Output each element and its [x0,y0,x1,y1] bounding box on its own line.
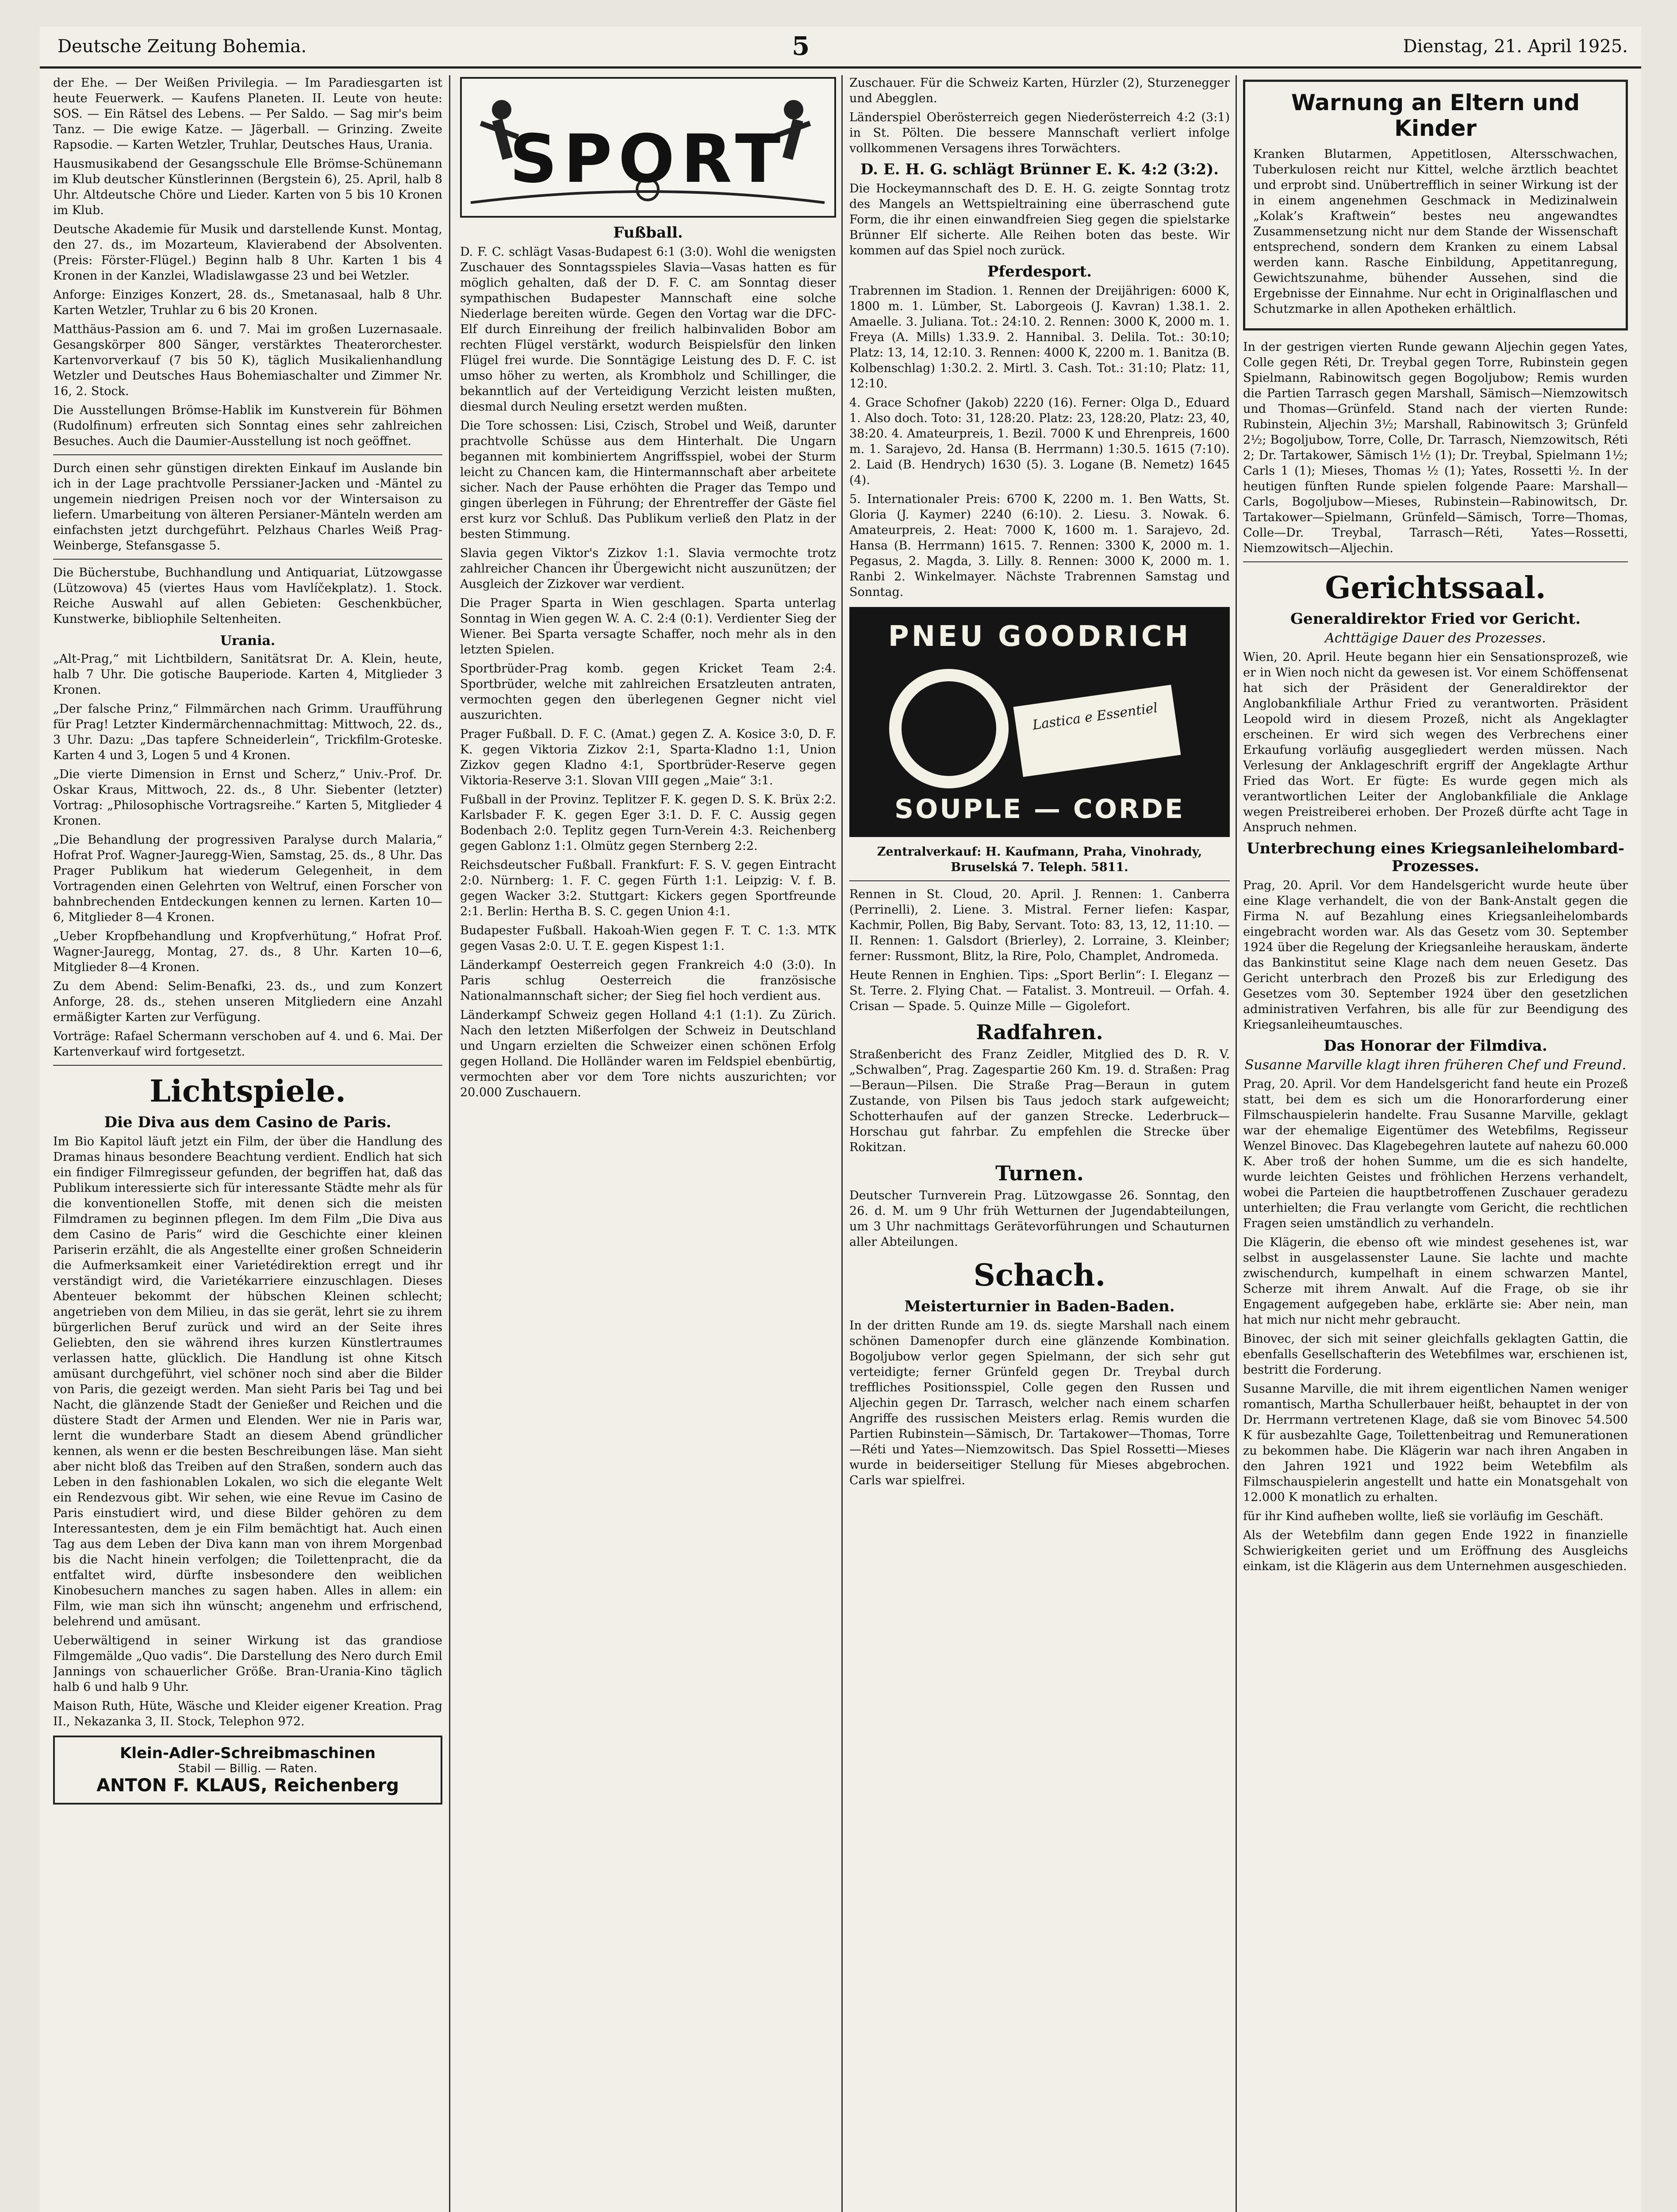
article-honorar-2: Die Klägerin, die ebenso oft wie mindest gesehenes ist, war selbst in ausgelassenster Laune. Sie lachte und machte zwischendurch, kumpelhaft in einem schwarzen Mantel, Scherze mit ihrem Anwalt. Auf die Frage, ob sie ihr Engagement aufgegeben habe, erklärte sie: Aber nein, man hat mich nur nicht mehr gebraucht. [1243,1236,1628,1327]
urania-vortraege: Vorträge: Rafael Schermann verschoben auf 4. und 6. Mai. Der Kartenverkauf wird fortgesetzt. [53,1029,442,1059]
column-rule [1236,75,1237,2212]
ad-subtitle: Stabil — Billig. — Raten. [178,1762,318,1775]
section-title-fussball: Fußball. [613,224,683,242]
article-oesterreich-frankreich: Länderkampf Oesterreich gegen Frankreich 4:0 (3:0). In Paris schlug Oesterreich die französische Nationalmannschaft sicher; der Sieg fiel hoch verdient aus. [460,958,836,1003]
article-honorar: Prag, 20. April. Vor dem Handelsgericht fand heute ein Prozeß statt, bei dem es sich um die Honorarforderung einer Filmschauspielerin handelte. Frau Susanne Marville, geklagt war der ehemalige Eigentümer des Wetebfilms, Regisseur Wenzel Binovec. Das Klagebegehren lautete auf nahezu 60.000 K. Aber troß der hohen Summe, um die es sich handelte, wurde leichten Geistes und fröhlichen Herzens verhandelt, wobei die Parteien die hauptbetroffenen Zuschauer geradezu unterhielten; die Frau verlangte vom Gericht, die rechtlichen Fragen seien umständlich zu verhandeln. [1243,1077,1628,1230]
ad-title: Klein-Adler-Schreibmaschinen [119,1744,376,1762]
notice-hausmusikabend: Hausmusikabend der Gesangsschule Elle Brömse-Schünemann im Klub deutscher Künstlerinnen (Bergstein 6), 25. April, halb 8 Uhr. Altdeutsche Chöre und Lieder. Karten von 5 bis 10 Kronen im Klub. [53,157,442,217]
headline-honorar: Das Honorar der Filmdiva. [1324,1037,1547,1055]
ad-warnung-title: Warnung an Eltern und Kinder [1291,90,1580,141]
article-st-cloud: Rennen in St. Cloud, 20. April. J. Rennen: 1. Canberra (Perrinelli), 2. Liene. 3. Mistral. Ferner liefen: Kaspar, Kachmir, Pollen, Big Baby, Servant. Toto: 83, 13, 12, 11:10. — II. Rennen: 1. Galsdort (Brierley), 2. Lorraine, 3. Kleinber; ferner: Russmont, Blitz, la Rire, Polo, Champlet, Andromeda. [849,887,1230,963]
column-rule [449,75,450,2212]
article-provinz: Fußball in der Provinz. Teplitzer F. K. gegen D. S. K. Brüx 2:2. Karlsbader F. K. gegen Eger 3:1. D. F. C. Aussig gegen Bodenbach 2:0. Teplitz gegen Turn-Verein 4:3. Reichenberg gegen Gablonz 1:1. Olmütz gegen Sternberg 2:2. [460,793,836,853]
ad-goodrich [849,607,1230,837]
ad-goodrich-title: PNEU GOODRICH [888,620,1191,653]
ad-firm: ANTON F. KLAUS, Reichenberg [96,1775,399,1796]
notice-akademie: Deutsche Akademie für Musik und darstellende Kunst. Montag, den 27. ds., im Mozarteum, Klavierabend der Absolventen. (Preis: Förster-Flügel.) Beginn halb 8 Uhr. Karten 1 bis 4 Kronen in der Kanzlei, Wladislawgasse 23 und bei Wetzler. [53,223,442,283]
headline-lombard: Unterbrechung eines Kriegsanleihelombard-Prozesses. [1247,840,1624,875]
column-3 [849,75,1230,2212]
section-title-turnen: Turnen. [995,1161,1084,1185]
notice-anforge: Anforge: Einziges Konzert, 28. ds., Smetanasaal, halb 8 Uhr. Karten Wetzler, Truhlar zu 6 bis 20 Kronen. [53,288,442,317]
article-sparta: Die Prager Sparta in Wien geschlagen. Sparta unterlag Sonntag in Wien gegen W. A. C. 2:4 (0:1). Verdienter Sieg der Wiener. Bei Sparta versagte Schaffer, noch mehr als in den letzten Spielen. [460,596,836,657]
divider [849,880,1230,881]
section-title-lichtspiele: Lichtspiele. [150,1074,346,1109]
article-schweiz-cont: Zuschauer. Für die Schweiz Karten, Hürzler (2), Sturzenegger und Abegglen. [849,76,1230,105]
column-4 [1243,75,1628,2212]
ad-goodrich-scroll: Lastica e Essentiel [1013,685,1181,777]
divider [1243,561,1628,562]
subheadline-honorar: Susanne Marville klagt ihren früheren Chef und Freund. [1244,1057,1627,1073]
ad-buecherstube: Die Bücherstube, Buchhandlung und Antiquariat, Lützowgasse (Lützowova) 45 (viertes Haus vom Havlíčekplatz). 1. Stock. Reiche Auswahl auf allen Gebieten: Geschenkbücher, Kunstwerke, bibliophile Seltenheiten. [53,566,442,626]
ad-maison-ruth: Maison Ruth, Hüte, Wäsche und Kleider eigener Kreation. Prag II., Nekazanka 3, II. Stock, Telephon 972. [53,1699,442,1728]
article-prager-fussball: Prager Fußball. D. F. C. (Amat.) gegen Z. A. Kosice 3:0, D. F. K. gegen Viktoria Zizkov 2:1, Sparta-Kladno 1:1, Union Zizkov gegen Kladno 4:1, Sportbrüder-Reserve gegen Viktoria-Reserve 3:1. Slovan VIII gegen „Maie“ 3:1. [460,727,836,787]
column-2 [460,75,836,2212]
tire-icon [889,669,1009,788]
urania-abend: Zu dem Abend: Selim-Benafki, 23. ds., und zum Konzert Anforge, 28. ds., stehen unseren Mitgliedern eine Anzahl ermäßigter Karten zur Verfügung. [53,979,442,1024]
urania-vierte-dimension: „Die vierte Dimension in Ernst und Scherz,“ Univ.-Prof. Dr. Oskar Kraus, Mittwoch, 22. ds., 8 Uhr. Siebenter (letzter) Vortrag: „Philosophische Vortragsreihe.“ Karten 5, Mitglieder 4 Kronen. [53,768,442,828]
section-title-gerichtssaal: Gerichtssaal. [1325,570,1546,606]
article-honorar-6: Als der Wetebfilm dann gegen Ende 1922 in finanzielle Schwierigkeiten geriet und um Eröffnung des Ausgleichs einkam, ist die Klägerin aus dem Unternehmen ausgeschieden. [1243,1528,1628,1573]
ad-schreibmaschinen [53,1736,442,1805]
article-reichsdeutscher: Reichsdeutscher Fußball. Frankfurt: F. S. V. gegen Eintracht 2:0. Nürnberg: 1. F. C. gegen Fürth 1:1. Leipzig: V. f. B. gegen Wacker 3:2. Stuttgart: Kickers gegen Sportfreunde 2:1. Berlin: Hertha B. S. C. gegen Union 4:1. [460,858,836,918]
article-enghien: Heute Rennen in Enghien. Tips: „Sport Berlin“: I. Eleganz — St. Terre. 2. Flying Chat. — Fatalist. 3. Montreuil. — Orfah. 4. Crisan — Spade. 5. Quinze Mille — Gigolefort. [849,968,1230,1013]
urania-falsche-prinz: „Der falsche Prinz,“ Filmmärchen nach Grimm. Uraufführung für Prag! Letzter Kindermärchennachmittag: Mittwoch, 22. ds., 3 Uhr. Dazu: „Das tapfere Schneiderlein“, Trickfilm-Groteske. Karten 4 und 3, Logen 5 und 4 Kronen. [53,702,442,762]
issue-date: Dienstag, 21. April 1925. [1403,36,1628,57]
headline-meisterturnier: Meisterturnier in Baden-Baden. [904,1298,1175,1315]
article-budapester: Budapester Fußball. Hakoah-Wien gegen F. T. C. 1:3. MTK gegen Vasas 2:0. U. T. E. gegen Kispest 1:1. [460,924,836,953]
theater-listing: der Ehe. — Der Weißen Privilegia. — Im Paradiesgarten ist heute Feuerwerk. — Kaufens Planeten. II. Leute von heute: SOS. — Ein Rätsel des Lebens. — Per Saldo. — Sag mir's beim Tanz. — Die ewige Katze. — Jägerball. — Grinzing. Zweite Rapsodie. — Karten Wetzler, Truhlar, Deutsches Haus, Urania. [53,76,442,152]
article-trabrennen-3: 5. Internationaler Preis: 6700 K, 2200 m. 1. Ben Watts, St. Gloria (J. Kaymer) 2240 (6:10). 2. Liesu. 3. Nowak. 6. Amateurpreis, 2. Heat: 7000 K, 1600 m. 1. Sarajevo, 2d. Hansa (B. Herrmann) 1615. 7. Rennen: 3300 K, 2000 m. 1. Pegasus, 2. Magda, 3. Lilly. 8. Rennen: 3000 K, 2000 m. 1. Ranbi 2. Winkelmayer. Nächste Trabrennen Samstag und Sonntag. [849,492,1230,599]
article-trabrennen-2: 4. Grace Schofner (Jakob) 2220 (16). Ferner: Olga D., Eduard 1. Also doch. Toto: 31, 128:20. Platz: 23, 128:20, Platz: 23, 40, 38:20. 4. Amateurpreis, 1. Bezil. 7000 K und Ehrenpreis, 1600 m. 1. Sarajevo, 2d. Hansa (B. Herrmann) 1:30.5. 1615 (7:10). 2. Laid (B. Hendrych) 1630 (5). 3. Logane (B. Nemetz) 1645 (4). [849,396,1230,487]
article-dfc-vasas-cont: Die Tore schossen: Lisi, Czisch, Strobel und Weiß, darunter prachtvolle Schüsse aus dem Hinterhalt. Die Ungarn begannen mit kombiniertem Angriffsspiel, wobei der Sturm leicht zu Chancen kam, die Hintermannschaft aber arbeitete sicher. Nach der Pause erhöhten die Prager das Tempo und gingen überlegen in Führung; der Ehrentreffer der Gäste fiel erst kurz vor Schluß. Das Publikum verließ den Platz in der besten Stimmung. [460,419,836,541]
ad-warnung-body: Kranken Blutarmen, Appetitlosen, Altersschwachen, Tuberkulosen reicht nur Kittel, welche ärztlich beachtet und erprobt sind. Unübertrefflich in seiner Wirkung ist der in einem angenehmen Geschmack in Medizinalwein „Kolak’s Kraftwein“ bestes neu angewandtes Zusammensetzung nicht nur dem Stande der Wissenschaft entsprechend, sondern dem Kranken zu einem Labsal werden kann. Rasche Einbildung, Appetitanregung, Gewichtszunahme, bühender Aussehen, sind die Ergebnisse der Einnahme. Nur echt in Originalflaschen und Schutzmarke in allen Apotheken erhältlich. [1253,147,1618,316]
sport-banner-word: SPORT [509,121,787,198]
article-turnverein: Deutscher Turnverein Prag. Lützowgasse 26. Sonntag, den 26. d. M. um 9 Uhr früh Wetturnen der Jugendabteilungen, um 3 Uhr nachmittags Gerätevorführungen und Schauturnen aller Abteilungen. [849,1189,1230,1249]
newspaper-name: Deutsche Zeitung Bohemia. [58,36,307,57]
article-honorar-5: für ihr Kind aufheben wollte, ließ sie vorläufig im Geschäft. [1243,1509,1604,1523]
article-schach: In der dritten Runde am 19. ds. siegte Marshall nach einem schönen Damenopfer durch eine glänzende Kombination. Bogoljubow verlor gegen Spielmann, der sich sehr gut verteidigte; ferner Grünfeld gegen Dr. Treybal durch treffliches Positionsspiel, Colle gegen den Russen und Aljechin gegen Dr. Tarrasch, welcher nach einem scharfen Angriffe des russischen Meisters erlag. Remis wurden die Partien Rubinstein—Sämisch, Dr. Tartakower—Thomas, Torre—Réti und Yates—Niemzowitsch. Das Spiel Rossetti—Mieses wurde in beiderseitiger Stellung für Mieses abgebrochen. Carls war spielfrei. [849,1319,1230,1487]
article-lombard: Prag, 20. April. Vor dem Handelsgericht wurde heute über eine Klage verhandelt, die von der Bank-Anstalt gegen die Firma N. auf Bezahlung eines Kriegsanleihelombards eingebracht worden war. Als das Gesetz vom 30. September 1924 über die Regelung der Kriegsanleihe herauskam, änderte das Bankinstitut seine Klage nach dem neuen Gesetz. Das Gericht unterbrach den Prozeß bis zur Erledigung des Gesetzes vom 30. September 1924 über den gesetzlichen administrativen Verfahren, bis alle für zur Beendigung des Kriegsanleiheumtausches. [1243,879,1628,1032]
section-title-urania: Urania. [220,633,276,649]
article-body-diva: Im Bio Kapitol läuft jetzt ein Film, der über die Handlung des Dramas hinaus besondere Beachtung verdient. Endlich hat sich ein findiger Filmregisseur gefunden, der begriffen hat, daß das Publikum interessierte sich für interessante Städte mehr als für die konventionellen Stoffe, mit denen sich die meisten Filmdramen zu beginnen pflegen. Im dem Film „Die Diva aus dem Casino de Paris“ wird die Geschichte einer kleinen Pariserin erzählt, die als Angestellte einer großen Schneiderin die Aufmerksamkeit einer Varietédirektion erregt und ihr verständigt wird, die Varietékarriere einzuschlagen. Dieses Abenteuer bekommt der hübschen Kleinen schlecht; angetrieben von dem Milieu, in das sie gerät, lehrt sie zu ihrem bürgerlichen Beruf zurück und wird an der Seite ihres Geliebten, den sie während ihres kurzen Künstlertraumes verlassen hatte, glücklich. Die Handlung ist ohne Kitsch amüsant durchgeführt, viel schöner noch sind aber die Bilder von Paris, die gezeigt werden. Man sieht Paris bei Tag und bei Nacht, die glänzende Stadt der Genießer und Reichen und die düstere Stadt der Armen und Elenden. Wer nie in Paris war, lernt die wunderbare Stadt an diesem Abend gründlicher kennen, als wenn er die besten Beschreibungen läse. Man sieht aber nicht bloß das Treiben auf den Straßen, sondern auch das Leben in den fashionablen Lokalen, wo sich die elegante Welt ein Rendezvous gibt. Wir sehen, wie eine Revue im Casino de Paris einstudiert wird, und diese Bilder gehören zu dem Interessantesten, dem je ein Film bemächtigt hat. Auch einen Tag aus dem Leben der Diva kann man von ihrem Morgenbad bis die Nacht hinein verfolgen; die Toilettenpracht, die da entfaltet wird, dürfte insbesondere den weiblichen Kinobesuchern manches zu sagen haben. Alles in allem: ein Film, wie man sich ihn wünscht; angenehm und erfrischend, belehrend und amüsant. [53,1135,442,1628]
divider [53,454,442,455]
urania-paralyse: „Die Behandlung der progressiven Paralyse durch Malaria,“ Hofrat Prof. Wagner-Jauregg-Wien, Samstag, 25. ds., 8 Uhr. Das Prager Publikum hat wiederum Gelegenheit, in dem Vortragenden einen Gelehrten von Weltruf, einen Forscher von bahnbrechenden Entdeckungen kennen zu lernen. Karten 10—6, Mitglieder 8—4 Kronen. [53,833,442,924]
article-hockey: Die Hockeymannschaft des D. E. H. G. zeigte Sonntag trotz des Mangels an Wettspieltraining eine überraschend gute Form, die ihr einen einwandfreien Sieg gegen die spielstarke Brünner Elf sicherte. Alle Reihen boten das beste. Wir kommen auf das Spiel noch zurück. [849,182,1230,257]
article-laenderspiel: Länderspiel Oberösterreich gegen Niederösterreich 4:2 (3:1) in St. Pölten. Die bessere Mannschaft verliert infolge vollkommenen Versagens ihres Torwächters. [849,111,1230,155]
article-slavia: Slavia gegen Viktor's Zizkov 1:1. Slavia vermochte trotz zahlreicher Chancen ihr Übergewicht nicht auszunützen; der Ausgleich der Zizkover war verdient. [460,546,836,591]
notice-matthaeus: Matthäus-Passion am 6. und 7. Mai im großen Luzernasaale. Gesangskörper 800 Sänger, verstärktes Theaterorchester. Kartenvorverkauf (7 bis 50 K), täglich Musikalienhandlung Wetzler und Deutsches Haus Bohemiaschalter und Zimmer Nr. 16, 2. Stock. [53,323,442,398]
notice-quo-vadis: Ueberwältigend in seiner Wirkung ist das grandiose Filmgemälde „Quo vadis“. Die Darstellung des Nero durch Emil Jannings von schauerlicher Größe. Bran-Urania-Kino täglich halb 6 und halb 9 Uhr. [53,1634,442,1694]
column-1 [53,75,442,2212]
ad-goodrich-address: Zentralverkauf: H. Kaufmann, Praha, Vinohrady, Bruselská 7. Teleph. 5811. [877,845,1202,874]
divider [53,1065,442,1066]
newspaper-page [40,27,1641,2212]
article-dfc-vasas: D. F. C. schlägt Vasas-Budapest 6:1 (3:0). Wohl die wenigsten Zuschauer des Sonntagsspieles Slavia—Vasas hatten es für möglich gehalten, daß der D. F. C. am Sonntag dieser sympathischen Budapester Mannschaft eine solche Niederlage bereiten würde. Gegen den Vortag war die DFC-Elf durch Einreihung der freilich halbinvaliden Bobor am rechten Flügel verstärkt, wodurch Beispielsfür den linken Flügel frei wurde. Die Sonntägige Leistung des D. F. C. ist umso höher zu werten, als Krombholz und Schillinger, die bekanntlich auf der Verteidigung Verzicht leisten mußten, diesmal durch Neuling ersetzt werden mußten. [460,245,836,414]
section-title-pferdesport: Pferdesport. [987,263,1092,280]
article-trabrennen: Trabrennen im Stadion. 1. Rennen der Dreijährigen: 6000 K, 1800 m. 1. Lümber, St. Laborgeois (J. Kavran) 1.38.1. 2. Amaelle. 3. Juliana. Tot.: 24:10. 2. Rennen: 3000 K, 2000 m. 1. Freya (A. Mills) 1.33.9. 2. Hannibal. 3. Delila. Tot.: 30:10; Platz: 13, 14, 12:10. 3. Rennen: 4000 K, 2200 m. 1. Banitza (B. Kolbenschlag) 1:30.2. 2. Mirtl. 3. Cash. Tot.: 31:10; Platz: 11, 12:10. [849,284,1230,391]
article-honorar-3: Binovec, der sich mit seiner gleichfalls geklagten Gattin, die ebenfalls Gesellschafterin des Wetebfilmes war, erschienen ist, bestritt die Forderung. [1243,1332,1628,1377]
divider [53,559,442,560]
ad-goodrich-slogan: SOUPLE — CORDE [894,794,1185,825]
urania-alt-prag: „Alt-Prag,“ mit Lichtbildern, Sanitätsrat Dr. A. Klein, heute, halb 7 Uhr. Die gotische Bauperiode. Karten 4, Mitglieder 3 Kronen. [53,652,442,697]
page-header [40,27,1641,69]
column-rule [841,75,843,2212]
page-number: 5 [792,31,810,61]
sport-banner [460,77,836,218]
section-title-schach: Schach. [973,1258,1106,1293]
section-title-radfahren: Radfahren. [976,1020,1103,1044]
ad-warnung [1243,80,1628,330]
article-fried: Wien, 20. April. Heute begann hier ein Sensationsprozeß, wie er in Wien noch nicht da gewesen ist. Vor einem Schöffensenat hat sich der Präsident der Generaldirektor der Anglobankfiliale Arthur Fried zu verantworten. Präsident Leopold wird in diesem Prozeß, nicht als Angeklagter erscheinen. Er wird sich wegen des Verbrechens einer Erkaufung vorläufig ausgegliedert werden müssen. Nach Verlesung der Anklageschrift ergriff der Angeklagte Arthur Fried das Wort. Er fügte: Es wurde gegen mich als verantwortlichen Leiter der Anglobankfiliale die Anklage wegen Preistreiberei erhoben. Der Prozeß dürfte acht Tage in Anspruch nehmen. [1243,650,1628,834]
article-schach-cont: In der gestrigen vierten Runde gewann Aljechin gegen Yates, Colle gegen Réti, Dr. Treybal gegen Torre, Rubinstein gegen Spielmann, Rabinowitsch gegen Bogoljubow; Remis wurden die Partien Tarrasch gegen Marshall, Sämisch—Niemzowitsch und Thomas—Grünfeld. Stand nach der vierten Runde: Rubinstein, Aljechin 3½; Marshall, Rabinowitsch 3; Grünfeld 2½; Bogoljubow, Torre, Colle, Dr. Tarrasch, Niemzowitsch, Réti 2; Dr. Tartakower, Sämisch 1½ (1); Dr. Treybal, Spielmann 1½; Carls 1 (1); Mieses, Thomas ½ (1); Yates, Rossetti ½. In der heutigen fünften Runde spielen folgende Paare: Marshall—Carls, Bogoljubow—Mieses, Rubinstein—Rabinowitsch, Dr. Tartakower—Spielmann, Grünfeld—Sämisch, Torre—Thomas, Colle—Dr. Treybal, Tarrasch—Réti, Yates—Rossetti, Niemzowitsch—Aljechin. [1243,340,1628,555]
article-title-diva: Die Diva aus dem Casino de Paris. [104,1114,391,1131]
article-strassenbericht: Straßenbericht des Franz Zeidler, Mitglied des D. R. V. „Schwalben“, Prag. Zagespartie 260 Km. 19. d. Straßen: Prag—Beraun—Pilsen. Die Straße Prag—Beraun in gutem Zustande, von Pilsen bis Taus jedoch stark aufgeweicht; Schotterhaufen auf der ganzen Strecke. Lederbruck—Horschau gut fahrbar. Zu empfehlen die Strecke über Rokitzan. [849,1048,1230,1154]
ad-pelzhaus: Durch einen sehr günstigen direkten Einkauf im Auslande bin ich in der Lage prachtvolle Perssianer-Jacken und -Mäntel zu ungemein niedrigen Preisen noch vor der Wintersaison zu liefern. Umarbeitung von älteren Persianer-Mänteln werden am einfachsten jetzt durchgeführt. Pelzhaus Charles Weiß Prag-Weinberge, Stefansgasse 5. [53,461,442,553]
subheadline-fried: Achttägige Dauer des Prozesses. [1325,630,1546,646]
headline-hockey: D. E. H. G. schlägt Brünner E. K. 4:2 (3:2). [860,161,1219,178]
article-honorar-4: Susanne Marville, die mit ihrem eigentlichen Namen weniger romantisch, Martha Schullerbauer heißt, behauptet in der von Dr. Herrmann vertretenen Klage, daß sie vom Binovec 54.500 K für ausbezahlte Gage, Toilettenbeitrag und Remunerationen zu bekommen habe. Die Klägerin war nach ihren Angaben in den Jahren 1921 und 1922 beim Wetebfilm als Filmschauspielerin angestellt und hatte ein Monatsgehalt von 12.000 K monatlich zu erhalten. [1243,1382,1628,1504]
notice-ausstellung: Die Ausstellungen Brömse-Hablik im Kunstverein für Böhmen (Rudolfinum) erfreuten sich Sonntag eines sehr zahlreichen Besuches. Auch die Daumier-Ausstellung ist noch geöffnet. [53,403,442,448]
headline-fried: Generaldirektor Fried vor Gericht. [1290,610,1581,628]
article-schweiz-holland: Länderkampf Schweiz gegen Holland 4:1 (1:1). Zu Zürich. Nach den letzten Mißerfolgen der Schweiz in Deutschland und Ungarn erzielten die Schweizer einen schönen Erfolg gegen Holland. Die Holländer waren im Feldspiel ebenbürtig, vermochten aber vor dem Tore nichts auszurichten; vor 20.000 Zuschauern. [460,1008,836,1099]
urania-kropf: „Ueber Kropfbehandlung und Kropfverhütung,“ Hofrat Prof. Wagner-Jauregg, Montag, 27. ds., 8 Uhr. Karten 10—6, Mitglieder 8—4 Kronen. [53,929,442,974]
article-sportbrueder: Sportbrüder-Prag komb. gegen Kricket Team 2:4. Sportbrüder, welche mit zahlreichen Ersatzleuten antraten, vermochten gegen den überlegenen Gegner nicht viel auszurichten. [460,662,836,722]
